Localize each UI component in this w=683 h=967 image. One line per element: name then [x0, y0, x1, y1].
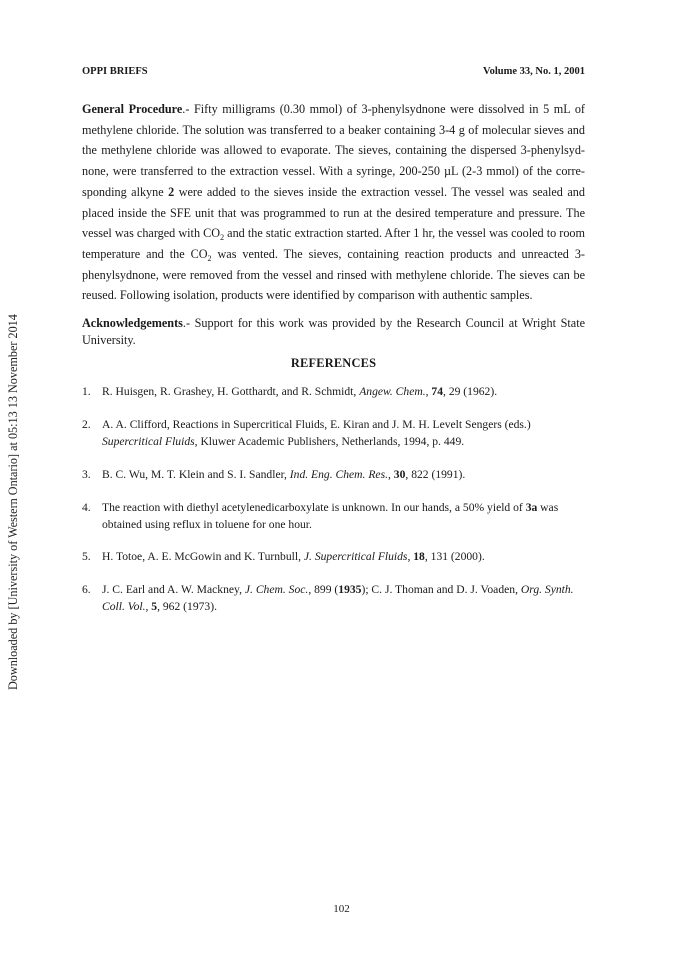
paragraph-text: was vented. The sieves, containing reaction products and unreacted 3-phenylsydnone, were removed from the vessel and rinsed with methylene chloride. The sieves can be reused. Following isolation, products were identified by comparison with authentic samples.	[82, 246, 585, 303]
general-procedure-paragraph	[82, 99, 585, 306]
paragraph-text: .- Support for this work was provided by the Research Council at Wright State University.	[82, 316, 585, 347]
reference-number: 2.	[82, 418, 91, 431]
journal-section: OPPI BRIEFS	[82, 66, 148, 77]
subscript: 2	[220, 233, 225, 243]
compound-number: 2	[168, 184, 175, 199]
volume-info: Volume 33, No. 1, 2001	[483, 66, 585, 77]
reference-item: 3. B. C. Wu, M. T. Klein and S. I. Sandler, Ind. Eng. Chem. Res., 30, 822 (1991).	[82, 467, 587, 484]
reference-item: 5. H. Totoe, A. E. McGowin and K. Turnbull, J. Supercritical Fluids, 18, 131 (2000).	[82, 549, 587, 566]
paragraph-text: .- Fifty milligrams (0.30 mmol) of 3-phenylsydnone were dissolved in 5 mL of methylene chloride. The solution was transferred to a beaker containing 3-4 g of molecular sieves and the methylene chloride was allowed to evaporate. The sieves, containing the dispersed 3-phenylsyd-none, were transferred to the extraction vessel. With a syringe, 200-250 µL (2-3 mmol) of the corre-sponding alkyne	[82, 102, 585, 199]
reference-item: 2. A. A. Clifford, Reactions in Supercritical Fluids, E. Kiran and J. M. H. Levelt Sengers (eds.) Supercritical Fluids, Kluwer Academic Publishers, Netherlands, 1994, p. 449.	[82, 418, 531, 448]
paragraph-text: and the static extraction started. After 1 hr, the vessel was cooled to room temperature and the CO	[82, 226, 585, 261]
subscript: 2	[207, 253, 212, 263]
page-number: 102	[333, 903, 350, 915]
paragraph-text: were added to the sieves inside the extraction vessel. The vessel was sealed and placed inside the SFE unit that was programmed to run at the desired temperature and pressure. The vessel was charged with CO	[82, 184, 585, 241]
reference-item: 6. J. C. Earl and A. W. Mackney, J. Chem. Soc., 899 (1935); C. J. Thoman and D. J. Voaden, Org. Synth. Coll. Vol., 5, 962 (1973).	[82, 583, 574, 613]
reference-number: 6.	[82, 583, 91, 596]
reference-number: 3.	[82, 468, 91, 481]
general-procedure-heading: General Procedure	[82, 102, 183, 116]
references-heading: REFERENCES	[290, 356, 377, 370]
acknowledgements-paragraph	[82, 315, 585, 348]
running-header	[82, 66, 585, 77]
reference-number: 4.	[82, 501, 91, 514]
reference-number: 1.	[82, 385, 91, 398]
reference-number: 5.	[82, 550, 91, 563]
acknowledgements-heading: Acknowledgements	[82, 316, 183, 330]
download-watermark: Downloaded by [University of Western Ontario] at 05:13 13 November 2014	[6, 314, 20, 690]
reference-item: 4. The reaction with diethyl acetylenedicarboxylate is unknown. In our hands, a 50% yield of 3a was obtained using reflux in toluene for one hour.	[82, 501, 559, 531]
reference-item: 1. R. Huisgen, R. Grashey, H. Gotthardt, and R. Schmidt, Angew. Chem., 74, 29 (1962).	[82, 384, 587, 401]
